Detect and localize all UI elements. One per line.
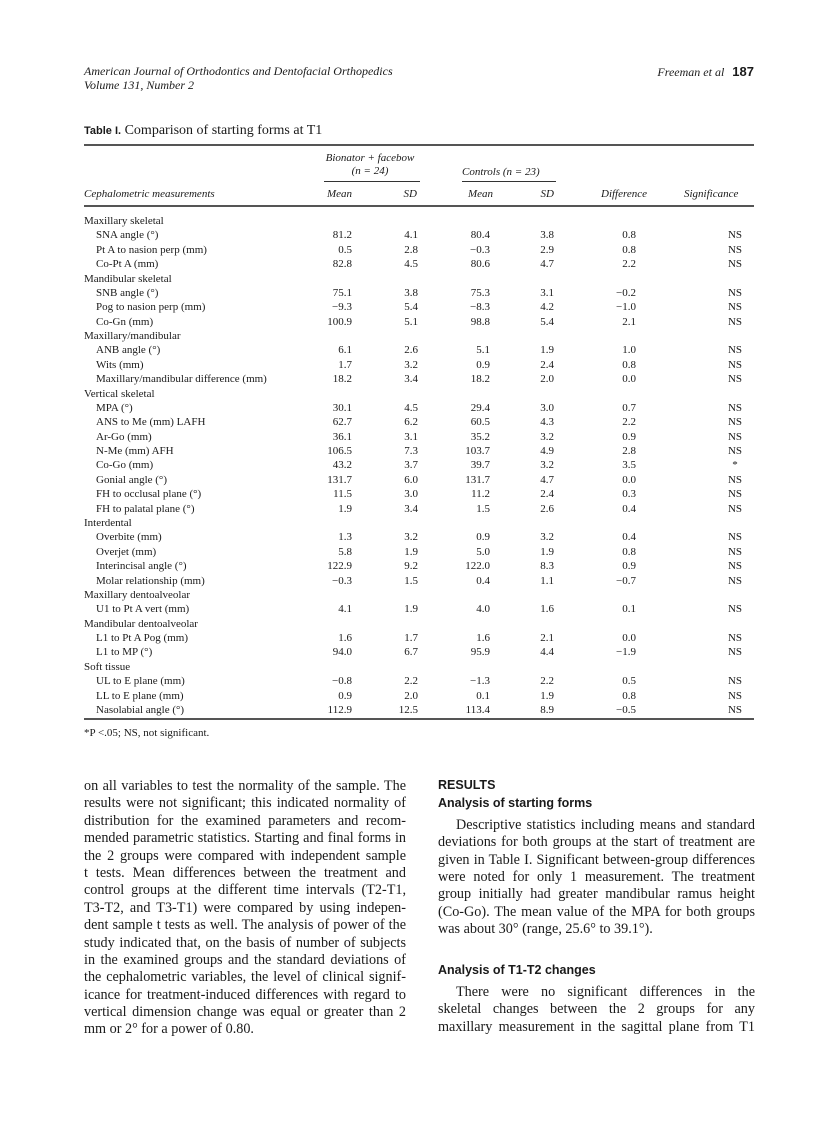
bionator-mean: 5.8 <box>338 545 352 558</box>
bionator-sd: 5.4 <box>404 301 418 314</box>
control-sd: 4.2 <box>540 301 554 314</box>
group1-n: (n = 24) <box>351 165 389 177</box>
bionator-mean: 82.8 <box>332 258 352 271</box>
bionator-mean: 43.2 <box>332 459 352 472</box>
section-label: Interdental <box>84 516 132 529</box>
bionator-sd: 2.6 <box>404 344 418 357</box>
measurement-label: ANS to Me (mm) LAFH <box>96 416 206 429</box>
difference: 2.2 <box>622 416 636 429</box>
significance: NS <box>727 560 743 573</box>
journal-volume: Volume 131, Number 2 <box>84 78 194 92</box>
difference: 0.4 <box>622 502 636 515</box>
control-sd: 2.2 <box>540 675 554 688</box>
difference: 2.8 <box>622 445 636 458</box>
section-label: Maxillary skeletal <box>84 215 164 227</box>
bionator-mean: 1.6 <box>338 632 352 645</box>
table-section-row <box>84 516 754 530</box>
col-header-measurement: Cephalometric measurements <box>84 188 215 200</box>
bionator-mean: 1.9 <box>338 502 352 515</box>
significance: NS <box>727 445 743 458</box>
significance: NS <box>727 258 743 271</box>
bionator-mean: 131.7 <box>327 473 352 486</box>
text-line: T3-T2, and T3-T1) were compared by using indepen- <box>84 899 406 916</box>
text-line: mm or 2° for a power of 0.80. <box>84 1021 254 1038</box>
difference: 0.8 <box>622 545 636 558</box>
text-line: group initially had greater mandibular ramus height <box>438 886 755 903</box>
table-footnote: *P <.05; NS, not significant. <box>84 727 210 739</box>
table-row <box>84 401 754 415</box>
text-line: vertical dimension change was equal or greater than 2 <box>84 1004 406 1021</box>
difference: −0.7 <box>616 574 636 587</box>
difference: 3.5 <box>622 459 636 472</box>
table-row <box>84 674 754 688</box>
bionator-mean: 0.9 <box>338 689 352 702</box>
control-sd: 1.9 <box>540 545 554 558</box>
difference: 0.0 <box>622 473 636 486</box>
significance: NS <box>727 531 743 544</box>
measurement-label: UL to E plane (mm) <box>96 675 185 688</box>
difference: 2.2 <box>622 258 636 271</box>
significance: NS <box>727 301 743 314</box>
control-mean: 39.7 <box>470 459 490 472</box>
measurement-label: U1 to Pt A vert (mm) <box>96 603 190 616</box>
measurement-label: Molar relationship (mm) <box>96 574 205 587</box>
table-section-row <box>84 214 754 228</box>
table-row <box>84 286 754 300</box>
table-row <box>84 689 754 703</box>
measurement-label: L1 to MP (°) <box>96 646 153 659</box>
measurement-label: FH to palatal plane (°) <box>96 502 195 515</box>
control-sd: 8.9 <box>540 703 554 716</box>
control-sd: 2.4 <box>540 358 554 371</box>
bionator-sd: 6.2 <box>404 416 418 429</box>
measurement-label: Wits (mm) <box>96 358 144 371</box>
control-mean: 75.3 <box>470 286 490 299</box>
section-heading-results: RESULTS <box>438 778 496 792</box>
control-sd: 8.3 <box>540 560 554 573</box>
measurement-label: Maxillary/mandibular difference (mm) <box>96 373 267 386</box>
control-mean: 0.9 <box>476 531 490 544</box>
table-row <box>84 703 754 717</box>
measurement-label: Overjet (mm) <box>96 545 157 558</box>
control-sd: 4.9 <box>540 445 554 458</box>
control-mean: 1.6 <box>476 632 490 645</box>
control-mean: 80.4 <box>470 229 490 242</box>
bionator-mean: −0.3 <box>332 574 352 587</box>
table-section-row <box>84 588 754 602</box>
control-sd: 4.4 <box>540 646 554 659</box>
bionator-mean: 1.3 <box>338 531 352 544</box>
bionator-sd: 4.1 <box>404 229 418 242</box>
text-line: (Co-Go). The mean value of the MPA for both groups <box>438 903 755 920</box>
left-text-column <box>84 778 406 1039</box>
measurement-label: N-Me (mm) AFH <box>96 445 174 458</box>
bionator-sd: 9.2 <box>404 560 418 573</box>
difference: 0.9 <box>622 430 636 443</box>
bionator-sd: 3.2 <box>404 358 418 371</box>
control-mean: 95.9 <box>470 646 490 659</box>
table-row <box>84 502 754 516</box>
bionator-sd: 1.7 <box>404 632 418 645</box>
bionator-sd: 3.1 <box>404 430 418 443</box>
text-line: the cephalometric variables, the level of clinical signif- <box>84 969 406 986</box>
significance: NS <box>727 632 743 645</box>
section-label: Soft tissue <box>84 660 131 673</box>
text-line: results were not significant; this indicated normality of <box>84 795 406 812</box>
text-line: t tests. Mean differences between the treatment and <box>84 864 406 881</box>
bionator-mean: 106.5 <box>327 445 352 458</box>
text-line: study indicated that, on the basis of number of subjects <box>84 934 406 951</box>
control-mean: 35.2 <box>470 430 490 443</box>
control-sd: 3.8 <box>540 229 554 242</box>
significance: NS <box>727 502 743 515</box>
running-header-journal <box>84 64 393 92</box>
control-mean: −0.3 <box>470 243 490 256</box>
table-row <box>84 315 754 329</box>
significance: NS <box>727 703 743 716</box>
bionator-sd: 1.9 <box>404 545 418 558</box>
bionator-sd: 5.1 <box>404 315 418 328</box>
bionator-mean: 30.1 <box>332 401 352 414</box>
control-sd: 3.2 <box>540 459 554 472</box>
table-row <box>84 487 754 501</box>
significance: NS <box>727 689 743 702</box>
table-row <box>84 645 754 659</box>
bionator-mean: 36.1 <box>332 430 352 443</box>
significance: NS <box>727 243 743 256</box>
bionator-mean: 62.7 <box>332 416 352 429</box>
measurement-label: FH to occlusal plane (°) <box>96 488 202 501</box>
significance: NS <box>727 358 743 371</box>
table-header-rule <box>84 205 754 207</box>
group1-header <box>318 152 422 178</box>
running-header-right <box>657 64 754 80</box>
bionator-mean: 81.2 <box>332 229 352 242</box>
difference: 0.0 <box>622 632 636 645</box>
page-number: 187 <box>732 64 754 79</box>
difference: −0.2 <box>616 286 636 299</box>
control-mean: 98.8 <box>470 315 490 328</box>
measurement-label: Co-Pt A (mm) <box>96 258 159 271</box>
measurement-label: MPA (°) <box>96 401 133 414</box>
text-line: Descriptive statistics including means and standard <box>456 816 755 833</box>
subsection-heading-starting-forms: Analysis of starting forms <box>438 796 593 811</box>
authors: Freeman et al <box>657 65 725 79</box>
table-section-row <box>84 329 754 343</box>
table-row <box>84 300 754 314</box>
table-bottom-rule <box>84 718 754 720</box>
col-header-mean-1: Mean <box>326 188 352 200</box>
difference: 0.4 <box>622 531 636 544</box>
section-label: Vertical skeletal <box>84 387 155 400</box>
bionator-sd: 3.4 <box>404 502 418 515</box>
bionator-sd: 12.5 <box>398 703 418 716</box>
control-mean: 0.1 <box>476 689 490 702</box>
difference: −0.5 <box>616 703 636 716</box>
control-mean: 113.4 <box>465 703 490 716</box>
bionator-sd: 6.0 <box>404 473 418 486</box>
measurement-label: L1 to Pt A Pog (mm) <box>96 632 188 645</box>
table-row <box>84 358 754 372</box>
text-line: There were no significant differences in the <box>456 983 755 1000</box>
control-mean: 5.1 <box>476 344 490 357</box>
table-row <box>84 430 754 444</box>
control-sd: 4.7 <box>540 473 554 486</box>
table-row <box>84 545 754 559</box>
control-sd: 2.6 <box>540 502 554 515</box>
difference: 0.7 <box>622 401 636 414</box>
measurement-label: SNB angle (°) <box>96 286 159 299</box>
text-line: dent sample t tests as well. The analysis of power of the <box>84 917 406 934</box>
control-mean: 60.5 <box>470 416 490 429</box>
difference: 0.1 <box>622 603 636 616</box>
control-mean: 18.2 <box>470 373 490 386</box>
bionator-mean: 75.1 <box>332 286 352 299</box>
measurement-label: Interincisal angle (°) <box>96 560 187 573</box>
table-row <box>84 228 754 242</box>
difference: 0.8 <box>622 689 636 702</box>
col-header-sd-2: SD <box>540 188 554 200</box>
bionator-mean: 1.7 <box>338 358 352 371</box>
control-mean: 103.7 <box>465 445 490 458</box>
text-line: were noted for only 1 measurement. The treatment <box>438 868 755 885</box>
text-line: maxillary measurement in the sagittal plane from T1 <box>438 1018 755 1035</box>
control-sd: 1.9 <box>540 344 554 357</box>
right-text-column <box>438 777 755 1036</box>
col-header-mean-2: Mean <box>467 188 493 200</box>
difference: −1.9 <box>616 646 636 659</box>
bionator-mean: 94.0 <box>332 646 352 659</box>
bionator-sd: 3.8 <box>404 286 418 299</box>
control-sd: 5.4 <box>540 315 554 328</box>
significance: NS <box>727 574 743 587</box>
control-mean: 122.0 <box>465 560 490 573</box>
table-row <box>84 473 754 487</box>
control-mean: 131.7 <box>465 473 490 486</box>
paragraph-t1-t2 <box>438 984 755 1036</box>
significance: NS <box>727 416 743 429</box>
table-label: Table I. <box>84 125 122 137</box>
text-line: distribution for the examined parameters and recom- <box>84 812 406 829</box>
table-top-rule <box>84 144 754 146</box>
difference: 0.3 <box>622 488 636 501</box>
bionator-sd: 1.5 <box>404 574 418 587</box>
bionator-sd: 2.2 <box>404 675 418 688</box>
control-mean: −1.3 <box>470 675 490 688</box>
bionator-mean: 6.1 <box>338 344 352 357</box>
bionator-mean: 0.5 <box>338 243 352 256</box>
table-title: Comparison of starting forms at T1 <box>124 123 323 138</box>
bionator-sd: 4.5 <box>404 258 418 271</box>
measurement-label: Gonial angle (°) <box>96 473 167 486</box>
text-line: mended parametric statistics. Starting and final forms in <box>84 830 406 847</box>
control-sd: 2.9 <box>540 243 554 256</box>
col-header-difference: Difference <box>601 188 648 200</box>
group2-header: Controls (n = 23) <box>462 166 540 178</box>
control-sd: 1.1 <box>540 574 554 587</box>
measurement-label: Nasolabial angle (°) <box>96 703 185 716</box>
difference: 0.8 <box>622 229 636 242</box>
significance: NS <box>727 315 743 328</box>
col-header-significance: Significance <box>684 188 739 200</box>
difference: 0.9 <box>622 560 636 573</box>
significance: NS <box>727 603 743 616</box>
bionator-sd: 4.5 <box>404 401 418 414</box>
bionator-sd: 3.0 <box>404 488 418 501</box>
section-label: Mandibular skeletal <box>84 272 172 285</box>
measurement-label: Overbite (mm) <box>96 531 162 544</box>
table-section-row <box>84 272 754 286</box>
text-line: given in Table I. Significant between-group differences <box>438 851 755 868</box>
control-sd: 1.6 <box>540 603 554 616</box>
control-sd: 3.2 <box>540 430 554 443</box>
table-section-row <box>84 617 754 631</box>
control-mean: −8.3 <box>470 301 490 314</box>
bionator-mean: −9.3 <box>332 301 352 314</box>
control-mean: 29.4 <box>470 401 490 414</box>
text-line: deviations for both groups at the start of treatment are <box>438 834 755 851</box>
measurement-label: Ar-Go (mm) <box>96 430 152 443</box>
control-sd: 1.9 <box>540 689 554 702</box>
difference: 1.0 <box>622 344 636 357</box>
table-row <box>84 343 754 357</box>
control-sd: 2.1 <box>540 632 554 645</box>
text-line: the 2 groups were compared with independent sample <box>84 847 406 864</box>
section-label: Maxillary dentoalveolar <box>84 588 190 601</box>
text-line: on all variables to test the normality of the sample. The <box>84 778 406 794</box>
table-row <box>84 458 754 472</box>
significance: NS <box>727 344 743 357</box>
significance: NS <box>727 646 743 659</box>
control-sd: 3.0 <box>540 401 554 414</box>
control-sd: 4.7 <box>540 258 554 271</box>
control-sd: 3.2 <box>540 531 554 544</box>
table-row <box>84 415 754 429</box>
measurement-label: SNA angle (°) <box>96 229 159 242</box>
control-mean: 80.6 <box>470 258 490 271</box>
measurement-label: Co-Gn (mm) <box>96 315 154 328</box>
significance: NS <box>727 675 743 688</box>
significance: NS <box>727 373 743 386</box>
bionator-mean: 18.2 <box>332 373 352 386</box>
measurement-label: ANB angle (°) <box>96 344 161 357</box>
table-row <box>84 444 754 458</box>
bionator-sd: 6.7 <box>404 646 418 659</box>
difference: 0.0 <box>622 373 636 386</box>
difference: −1.0 <box>616 301 636 314</box>
table-row <box>84 602 754 616</box>
group2-underline <box>462 181 556 182</box>
control-mean: 0.9 <box>476 358 490 371</box>
text-line: was about 30° (range, 25.6° to 39.1°). <box>438 921 653 938</box>
bionator-mean: 4.1 <box>338 603 352 616</box>
control-sd: 4.3 <box>540 416 554 429</box>
subsection-heading-t1-t2: Analysis of T1-T2 changes <box>438 962 596 977</box>
group1-name: Bionator + facebow <box>325 152 415 164</box>
significance: NS <box>727 401 743 414</box>
bionator-sd: 7.3 <box>404 445 418 458</box>
bionator-sd: 3.7 <box>404 459 418 472</box>
significance: NS <box>727 473 743 486</box>
control-mean: 1.5 <box>476 502 490 515</box>
difference: 0.8 <box>622 243 636 256</box>
significance: NS <box>727 286 743 299</box>
control-sd: 2.0 <box>540 373 554 386</box>
section-label: Maxillary/mandibular <box>84 330 181 343</box>
table-row <box>84 631 754 645</box>
measurement-label: LL to E plane (mm) <box>96 689 184 702</box>
control-sd: 2.4 <box>540 488 554 501</box>
journal-name: American Journal of Orthodontics and Dentofacial Orthopedics <box>84 64 393 78</box>
measurement-label: Pt A to nasion perp (mm) <box>96 243 207 256</box>
table-row <box>84 372 754 386</box>
bionator-mean: −0.8 <box>332 675 352 688</box>
control-mean: 0.4 <box>476 574 490 587</box>
control-mean: 4.0 <box>476 603 490 616</box>
bionator-sd: 3.2 <box>404 531 418 544</box>
control-mean: 5.0 <box>476 545 490 558</box>
measurement-label: Pog to nasion perp (mm) <box>96 301 206 314</box>
difference: 0.8 <box>622 358 636 371</box>
section-label: Mandibular dentoalveolar <box>84 617 198 630</box>
table-row <box>84 243 754 257</box>
text-line: icance for treatment-induced differences with regard to <box>84 986 406 1003</box>
table-caption <box>84 123 322 139</box>
bionator-mean: 112.9 <box>327 703 352 716</box>
control-mean: 11.2 <box>471 488 490 501</box>
text-line: skeletal changes between the 2 groups for any <box>438 1001 755 1018</box>
table-row <box>84 257 754 271</box>
measurement-label: Co-Go (mm) <box>96 459 154 472</box>
bionator-sd: 3.4 <box>404 373 418 386</box>
col-header-sd-1: SD <box>403 188 417 200</box>
bionator-mean: 100.9 <box>327 315 352 328</box>
bionator-sd: 1.9 <box>404 603 418 616</box>
significance: NS <box>727 229 743 242</box>
bionator-mean: 122.9 <box>327 560 352 573</box>
significance: NS <box>727 545 743 558</box>
significance: * <box>732 459 738 472</box>
bionator-sd: 2.8 <box>404 243 418 256</box>
significance: NS <box>727 488 743 501</box>
group1-underline <box>324 181 420 182</box>
control-sd: 3.1 <box>540 286 554 299</box>
table-section-row <box>84 387 754 401</box>
significance: NS <box>727 430 743 443</box>
table-section-row <box>84 660 754 674</box>
text-line: in the examined groups and the standard deviations of <box>84 951 406 968</box>
bionator-sd: 2.0 <box>404 689 418 702</box>
text-line: control groups at the different time intervals (T2-T1, <box>84 882 406 899</box>
table-row <box>84 559 754 573</box>
difference: 0.5 <box>622 675 636 688</box>
paragraph-starting-forms <box>438 817 755 939</box>
bionator-mean: 11.5 <box>333 488 352 501</box>
table-row <box>84 574 754 588</box>
table-row <box>84 530 754 544</box>
difference: 2.1 <box>622 315 636 328</box>
